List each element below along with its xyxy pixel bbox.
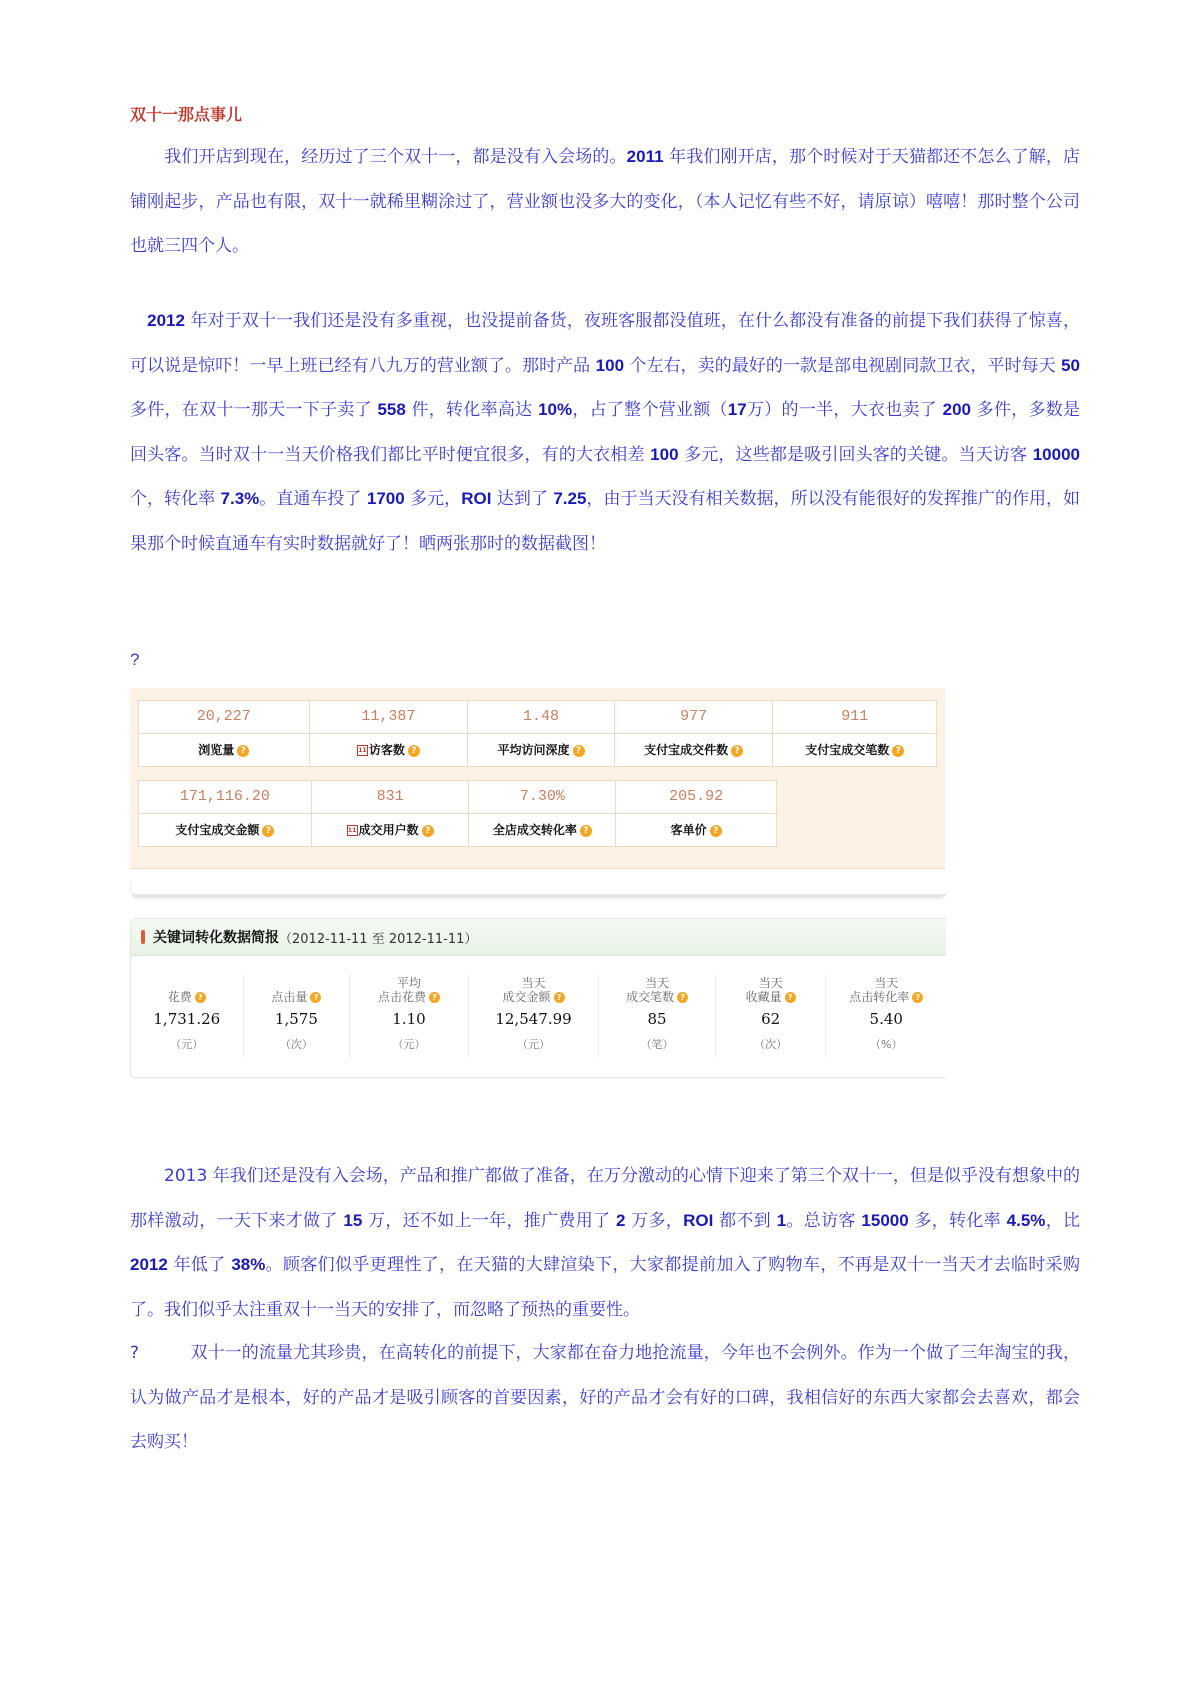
metric-label-text: 点击转化率 [849, 990, 910, 1004]
metric-label-line1: 当天 [874, 976, 899, 990]
help-icon[interactable]: ? [422, 825, 434, 837]
stat-cell [468, 701, 615, 766]
help-icon[interactable]: ? [677, 992, 688, 1003]
stat-label [139, 814, 311, 846]
metric-value: 5.40 [869, 1010, 903, 1028]
text-run: 万多， [625, 1210, 684, 1231]
text-run: 2013 年我们还是没有入会场，产品和推广都做了准备，在万分激动的心情下迎来了第三个双十一，但是似乎没有想象中的那样激动，一天下来才做了 [130, 1166, 1080, 1231]
stat-value: 831 [312, 781, 469, 814]
paragraph-conclusion [130, 1331, 1080, 1465]
highlight-number: 558 [377, 400, 406, 419]
metric-label-line2 [244, 990, 350, 1004]
metric-label-line2 [716, 990, 826, 1004]
help-icon[interactable]: ? [892, 745, 904, 757]
metric-label-text: 点击花费 [377, 990, 426, 1004]
stat-value: 20,227 [139, 701, 309, 734]
metric-value: 1.10 [392, 1010, 426, 1028]
text-run: 多件，在双十一那天一下子卖了 [130, 400, 378, 420]
highlight-number: 1 [776, 1210, 787, 1230]
stat-label [469, 814, 615, 846]
highlight-number: 38% [231, 1255, 266, 1274]
metric-label-text: 花费 [167, 990, 192, 1004]
text-run: 年对于双十一我们还是没有多重视，也没提前备货，夜班客服都没值班，在什么都没有准备的前提下我们获得了惊喜，可以说是惊吓！一早上班已经有八九万的营业额了。那时产品 [130, 311, 1080, 376]
stat-value: 7.30% [469, 781, 615, 814]
highlight-number: 15000 [861, 1210, 909, 1230]
metric-label [350, 974, 468, 1004]
metric-value: 1,575 [274, 1010, 318, 1028]
keyword-metric [599, 974, 716, 1058]
metric-label [244, 974, 350, 1004]
stat-cell [139, 781, 312, 846]
stat-cell [469, 781, 616, 846]
highlight-number: 7.3% [220, 489, 260, 508]
metric-label-text: 成交笔数 [626, 990, 675, 1004]
metric-unit: （元） [170, 1038, 204, 1051]
highlight-number: 2012 [130, 1255, 168, 1274]
stat-label-text: 客单价 [670, 823, 707, 837]
help-icon[interactable]: ? [429, 992, 440, 1003]
metric-label-line1: 当天 [645, 976, 670, 990]
highlight-number: 2012 [147, 311, 185, 330]
stat-cell [773, 701, 936, 766]
highlight-number: 50 [1061, 355, 1080, 375]
keyword-metrics-row [131, 956, 946, 1058]
stat-label [468, 734, 614, 766]
metric-label [716, 974, 826, 1004]
text-run: ，占了整个营业额（ [572, 400, 728, 420]
text-run: 个左右，卖的最好的一款是部电视剧同款卫衣，平时每天 [624, 355, 1062, 376]
stat-label-text: 浏览量 [198, 743, 235, 757]
metric-value: 85 [647, 1010, 667, 1028]
stat-value: 911 [773, 701, 936, 734]
stat-cell [310, 701, 469, 766]
stat-label-text: 平均访问深度 [497, 743, 570, 757]
text-run: 件，转化率高达 [405, 400, 539, 420]
paragraph-2011 [130, 135, 1080, 269]
text-run: 都不到 [713, 1210, 777, 1231]
highlight-number: 7.25 [553, 489, 587, 508]
text-run: 多元，这些都是吸引回头客的关键。当天访客 [678, 444, 1033, 465]
help-icon[interactable]: ? [237, 745, 249, 757]
metric-label-line2 [599, 990, 715, 1004]
help-icon[interactable]: ? [262, 825, 274, 837]
keyword-metric [716, 974, 827, 1058]
help-icon[interactable]: ? [310, 992, 321, 1003]
stat-label [312, 814, 469, 846]
text-run: ，由于当天没有相关数据，所以没有能很好的发挥推广的作用，如果那个时候直通车有实时数据就好了！晒两张那时的数据截图！ [130, 489, 1081, 554]
keyword-metric [131, 974, 244, 1058]
calendar-icon: 11 [358, 747, 367, 754]
highlight-number: 10% [538, 400, 573, 419]
text-run: 多件，多数是回头客。当时双十一当天价格我们都比平时便宜很多，有的大衣相差 [130, 400, 1081, 465]
highlight-number: 100 [650, 444, 679, 464]
paragraph-2013 [130, 1154, 1080, 1332]
highlight-number: 4.5% [1006, 1210, 1046, 1230]
text-run: 万）的一半，大衣也卖了 [746, 400, 943, 420]
highlight-number: 10000 [1032, 444, 1080, 464]
text-run: 达到了 [491, 489, 554, 509]
keyword-metric [469, 974, 600, 1058]
highlight-number: ROI [683, 1210, 714, 1230]
metric-label-line2 [469, 990, 599, 1004]
text-run: 。顾客们似乎更理性了，在天猫的大肆渲染下，大家都提前加入了购物车，不再是双十一当天才去临时采购了。我们似乎太注重双十一当天的安排了，而忽略了预热的重要性。 [130, 1255, 1081, 1320]
help-icon[interactable]: ? [731, 745, 743, 757]
keyword-report-header [131, 919, 946, 956]
text-run: ? 双十一的流量尤其珍贵，在高转化的前提下，大家都在奋力地抢流量，今年也不会例外。作为一个做了三年淘宝的我，认为做产品才是根本，好的产品才是吸引顾客的首要因素，好的产品才会有好的口碑，我相信好的东西大家都会去喜欢，都会去购买！ [130, 1343, 1080, 1452]
stat-value: 11,387 [310, 701, 468, 734]
stat-cell [615, 701, 774, 766]
help-icon[interactable]: ? [912, 992, 923, 1003]
text-run: 。直通车投了 [259, 489, 367, 509]
help-icon[interactable]: ? [785, 992, 796, 1003]
keyword-metric [826, 974, 946, 1058]
help-icon[interactable]: ? [573, 745, 585, 757]
metric-label [826, 974, 946, 1004]
help-icon[interactable]: ? [580, 825, 592, 837]
stat-value: 977 [615, 701, 773, 734]
keyword-metric [244, 974, 351, 1058]
metric-label [469, 974, 599, 1004]
stat-label-text: 支付宝成交笔数 [805, 743, 890, 757]
text-run: 多元， [404, 489, 462, 509]
document-title: 双十一那点事儿 [130, 105, 243, 124]
keyword-metric [350, 974, 469, 1058]
stat-label [139, 734, 309, 766]
text-run: 个，转化率 [130, 489, 221, 509]
stat-cell [139, 701, 310, 766]
metric-label [599, 974, 715, 1004]
metric-label [131, 974, 243, 1004]
highlight-number: 100 [595, 355, 625, 375]
keyword-report-title: 关键词转化数据简报 [153, 930, 279, 946]
text-run: 年我们刚开店，那个时候对于天猫都还不怎么了解，店铺刚起步，产品也有限，双十一就稀里糊涂过了，营业额也没多大的变化，（本人记忆有些不好，请原谅）嘻嘻！那时整个公司也就三四个人。 [130, 147, 1081, 256]
text-run: 。总访客 [786, 1210, 862, 1231]
calendar-icon: 11 [347, 827, 357, 834]
metric-unit: （次） [754, 1038, 788, 1051]
help-icon[interactable]: ? [408, 745, 420, 757]
metric-label-line1: 平均 [396, 976, 421, 990]
panel-divider [130, 880, 946, 896]
metric-value: 12,547.99 [495, 1010, 572, 1028]
metric-unit: （元） [517, 1038, 551, 1051]
metric-label-line2 [826, 990, 946, 1004]
stat-label [615, 734, 773, 766]
keyword-report-panel [130, 918, 946, 1078]
stats-row-2 [138, 780, 777, 847]
highlight-number: 200 [942, 400, 971, 419]
text-run: 年低了 [167, 1255, 232, 1275]
paragraph-2012 [130, 299, 1080, 566]
stat-label-text: 支付宝成交金额 [175, 823, 260, 837]
metric-label-line1: 当天 [521, 976, 546, 990]
text-run: 万，还不如上一年，推广费用了 [362, 1210, 617, 1231]
metric-label-line2 [131, 990, 243, 1004]
text-run: 多，转化率 [908, 1210, 1007, 1231]
metric-unit: （笔） [640, 1038, 674, 1051]
highlight-number: 1700 [366, 489, 405, 508]
stats-row-1 [138, 700, 937, 767]
stat-label-text: 成交用户数 [358, 823, 419, 837]
stat-label-text: 访客数 [368, 743, 405, 757]
metric-unit: （次） [279, 1038, 313, 1051]
help-icon[interactable]: ? [195, 992, 206, 1003]
header-accent-bar [141, 930, 145, 944]
metric-unit: （元） [392, 1038, 426, 1051]
missing-image-mark: ? [130, 650, 140, 669]
metric-label-text: 点击量 [271, 990, 308, 1004]
stat-label [310, 734, 468, 766]
stat-label [773, 734, 936, 766]
help-icon[interactable]: ? [554, 992, 565, 1003]
highlight-number: 17 [727, 400, 747, 419]
stat-cell [616, 781, 776, 846]
keyword-report-date-range: （2012-11-11 至 2012-11-11） [279, 931, 478, 947]
metric-value: 62 [761, 1010, 781, 1028]
text-run: ，比 [1045, 1210, 1081, 1231]
stat-value: 171,116.20 [139, 781, 311, 814]
highlight-number: 2011 [626, 147, 664, 166]
help-icon[interactable]: ? [710, 825, 722, 837]
metric-label-line1: 当天 [758, 976, 783, 990]
stat-label [616, 814, 776, 846]
shop-stats-panel [130, 688, 945, 869]
stat-cell [312, 781, 470, 846]
metric-value: 1,731.26 [153, 1010, 221, 1028]
stat-value: 1.48 [468, 701, 614, 734]
metric-label-text: 收藏量 [745, 990, 782, 1004]
text-run: 我们开店到现在，经历过了三个双十一，都是没有入会场的。 [130, 147, 627, 167]
stat-label-text: 支付宝成交件数 [644, 743, 729, 757]
highlight-number: ROI [461, 489, 492, 508]
stat-value: 205.92 [616, 781, 776, 814]
highlight-number: 15 [343, 1210, 363, 1230]
metric-unit: （%） [870, 1038, 903, 1051]
stat-label-text: 全店成交转化率 [492, 823, 577, 837]
metric-label-line2 [350, 990, 468, 1004]
metric-label-text: 成交金额 [502, 990, 551, 1004]
highlight-number: 2 [616, 1210, 626, 1230]
text-run [130, 311, 147, 331]
